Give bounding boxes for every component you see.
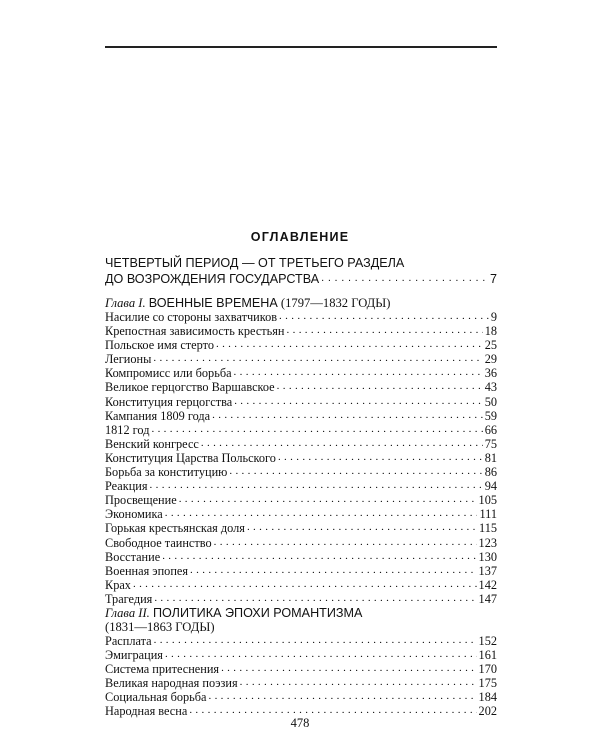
toc-entry <box>105 564 497 578</box>
toc-entry <box>105 409 497 423</box>
dot-leader <box>240 677 477 687</box>
chapter-1-entries <box>105 310 497 606</box>
toc-entry <box>105 536 497 550</box>
page-number: 478 <box>290 716 310 730</box>
entry-page: 50 <box>484 394 497 409</box>
toc-entry <box>105 634 497 648</box>
toc-entry <box>105 507 497 521</box>
dot-leader <box>277 381 483 391</box>
toc-entry <box>105 324 497 338</box>
entry-page: 25 <box>484 338 497 353</box>
dot-leader <box>234 367 483 377</box>
dot-leader <box>208 691 476 701</box>
entry-page: 142 <box>478 577 497 592</box>
entry-title: Трагедия <box>105 591 153 606</box>
entry-page: 137 <box>478 563 497 578</box>
entry-title: Система притеснения <box>105 662 220 677</box>
entry-page: 202 <box>478 704 497 719</box>
entry-title: Польское имя стерто <box>105 338 214 353</box>
toc-entry <box>105 451 497 465</box>
entry-title: Крах <box>105 577 131 592</box>
entry-page: 115 <box>479 521 497 536</box>
toc-entry <box>105 423 497 437</box>
table-of-contents <box>105 255 497 719</box>
toc-entry <box>105 479 497 493</box>
entry-title: Компромисс или борьба <box>105 366 232 381</box>
dot-leader <box>165 508 478 518</box>
entry-page: 94 <box>484 479 497 494</box>
entry-title: Великое герцогство Варшавское <box>105 380 275 395</box>
entry-title: Просвещение <box>105 493 177 508</box>
entry-title: Кампания 1809 года <box>105 408 211 423</box>
entry-title: Эмиграция <box>105 648 163 663</box>
entry-page: 18 <box>484 324 497 339</box>
entry-page: 147 <box>478 591 497 606</box>
dot-leader <box>133 579 477 589</box>
entry-page: 170 <box>478 662 497 677</box>
entry-title: Борьба за конституцию <box>105 465 228 480</box>
dot-leader <box>190 565 477 575</box>
toc-entry <box>105 465 497 479</box>
chapter-1-title: ВОЕННЫЕ ВРЕМЕНА <box>148 296 278 310</box>
period-title-text: ДО ВОЗРОЖДЕНИЯ ГОСУДАРСТВА <box>105 272 320 286</box>
dot-leader <box>151 424 482 434</box>
dot-leader <box>234 396 483 406</box>
entry-title: Горькая крестьянская доля <box>105 521 245 536</box>
entry-page: 130 <box>478 549 497 564</box>
dot-leader <box>279 311 489 321</box>
dot-leader <box>189 705 476 715</box>
toc-entry <box>105 521 497 535</box>
toc-entry <box>105 676 497 690</box>
period-page: 7 <box>489 272 497 286</box>
chapter-2-label: Глава II. <box>105 605 150 620</box>
toc-entry <box>105 690 497 704</box>
chapter-2-heading <box>105 606 497 634</box>
dot-leader <box>162 551 476 561</box>
chapter-1-label: Глава I. <box>105 296 146 310</box>
period-title-line2 <box>105 271 497 287</box>
entry-title: Социальная борьба <box>105 690 207 705</box>
chapter-2-entries <box>105 634 497 719</box>
dot-leader <box>321 273 488 283</box>
entry-title: Насилие со стороны захватчиков <box>105 310 278 324</box>
chapter-2-title: ПОЛИТИКА ЭПОХИ РОМАНТИЗМА <box>152 605 363 620</box>
entry-page: 36 <box>484 366 497 381</box>
dot-leader <box>154 593 476 603</box>
entry-page: 175 <box>478 676 497 691</box>
entry-title: Великая народная поэзия <box>105 676 238 691</box>
entry-page: 75 <box>484 436 497 451</box>
entry-page: 161 <box>478 648 497 663</box>
entry-page: 81 <box>484 450 497 465</box>
toc-entry <box>105 366 497 380</box>
dot-leader <box>221 663 476 673</box>
toc-entry <box>105 578 497 592</box>
entry-page: 43 <box>484 380 497 395</box>
entry-page: 184 <box>478 690 497 705</box>
entry-title: Крепостная зависимость крестьян <box>105 324 285 339</box>
entry-title: Восстание <box>105 549 161 564</box>
entry-title: Конституция Царства Польского <box>105 450 276 465</box>
toc-entry <box>105 493 497 507</box>
dot-leader <box>247 522 477 532</box>
entry-page: 66 <box>484 422 497 437</box>
toc-entry <box>105 648 497 662</box>
toc-entry <box>105 662 497 676</box>
entry-title: Легионы <box>105 352 152 367</box>
period-heading <box>105 255 497 287</box>
dot-leader <box>150 480 483 490</box>
toc-entry <box>105 395 497 409</box>
entry-page: 29 <box>484 352 497 367</box>
toc-entry <box>105 550 497 564</box>
entry-page: 152 <box>478 633 497 648</box>
entry-title: Венский конгресс <box>105 436 199 451</box>
dot-leader <box>214 537 477 547</box>
dot-leader <box>165 649 477 659</box>
toc-entry <box>105 310 497 324</box>
entry-page: 123 <box>478 535 497 550</box>
toc-entry <box>105 352 497 366</box>
entry-page: 105 <box>478 493 497 508</box>
toc-entry <box>105 592 497 606</box>
entry-page: 111 <box>479 507 497 522</box>
dot-leader <box>154 635 477 645</box>
entry-title: Военная эпопея <box>105 563 189 578</box>
entry-title: Свободное таинство <box>105 535 212 550</box>
toc-entry <box>105 437 497 451</box>
entry-page: 86 <box>484 465 497 480</box>
entry-title: Экономика <box>105 507 163 522</box>
dot-leader <box>229 466 482 476</box>
chapter-1-years: (1797—1832 ГОДЫ) <box>280 296 391 310</box>
entry-title: 1812 год <box>105 422 150 437</box>
entry-page: 59 <box>484 408 497 423</box>
top-rule <box>105 46 497 48</box>
dot-leader <box>201 438 483 448</box>
dot-leader <box>287 325 483 335</box>
entry-title: Народная весна <box>105 704 188 719</box>
toc-heading: ОГЛАВЛЕНИЕ <box>250 230 350 244</box>
chapter-1-heading <box>105 296 497 310</box>
chapter-2-years: (1831—1863 ГОДЫ) <box>105 619 215 634</box>
entry-title: Реакция <box>105 479 148 494</box>
dot-leader <box>153 353 482 363</box>
toc-entry <box>105 380 497 394</box>
period-title-line1: ЧЕТВЕРТЫЙ ПЕРИОД — ОТ ТРЕТЬЕГО РАЗДЕЛА <box>105 256 405 270</box>
dot-leader <box>179 494 477 504</box>
entry-title: Расплата <box>105 633 152 648</box>
entry-page: 9 <box>490 310 497 324</box>
dot-leader <box>212 410 483 420</box>
dot-leader <box>216 339 483 349</box>
dot-leader <box>278 452 483 462</box>
toc-entry <box>105 338 497 352</box>
entry-title: Конституция герцогства <box>105 394 233 409</box>
